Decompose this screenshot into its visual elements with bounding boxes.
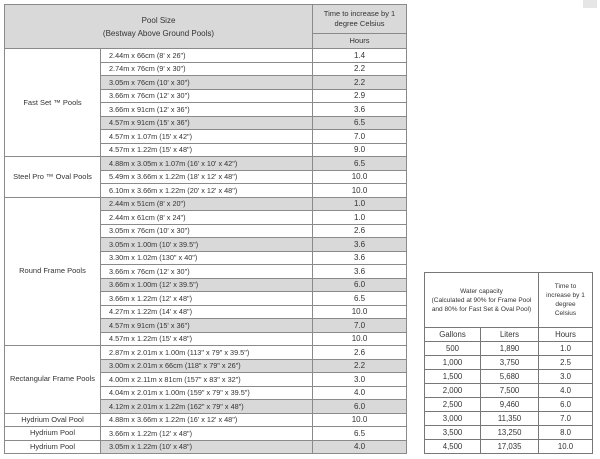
pool-size-cell: 2.44m x 66cm (8' x 26") — [101, 49, 313, 63]
table-row — [425, 370, 593, 384]
liters-header: Liters — [481, 328, 539, 342]
pool-size-header — [5, 5, 313, 49]
pool-size-cell: 3.66m x 1.00m (12' x 39.5") — [101, 278, 313, 292]
table-row — [5, 440, 407, 454]
water-capacity-title: Water capacity — [460, 287, 503, 295]
table-row — [425, 440, 593, 454]
water-capacity-note: (Calculated at 90% for Frame Pool and 80% for Fast Set & Oval Pool) — [431, 296, 532, 313]
pool-size-cell: 4.00m x 2.11m x 81cm (157" x 83" x 32") — [101, 373, 313, 387]
gallons-cell: 3,500 — [425, 426, 481, 440]
hours-cell: 1.0 — [313, 197, 407, 211]
liters-cell: 17,035 — [481, 440, 539, 454]
gallons-cell: 1,500 — [425, 370, 481, 384]
liters-cell: 3,750 — [481, 356, 539, 370]
pool-size-cell: 4.88m x 3.05m x 1.07m (16' x 10' x 42") — [101, 157, 313, 171]
hours-cell: 6.0 — [539, 398, 593, 412]
pool-rows — [5, 49, 407, 454]
pool-size-cell: 4.12m x 2.01m x 1.22m (162" x 79" x 48") — [101, 400, 313, 414]
water-capacity-header — [425, 273, 539, 328]
hours-header-small: Hours — [539, 328, 593, 342]
pool-size-cell: 3.66m x 91cm (12' x 36") — [101, 103, 313, 117]
pool-size-cell: 2.87m x 2.01m x 1.00m (113" x 79" x 39.5") — [101, 346, 313, 360]
hours-cell: 6.5 — [313, 427, 407, 441]
hours-cell: 4.0 — [539, 384, 593, 398]
pool-size-cell: 3.05m x 1.22m (10' x 48") — [101, 440, 313, 454]
hours-cell: 7.0 — [313, 130, 407, 144]
hours-cell: 7.0 — [539, 412, 593, 426]
pool-type-label: Hydrium Oval Pool — [5, 413, 101, 427]
pool-size-cell: 2.44m x 51cm (8' x 20") — [101, 197, 313, 211]
pool-size-cell: 3.66m x 1.22m (12' x 48") — [101, 292, 313, 306]
hours-cell: 7.0 — [313, 319, 407, 333]
hours-cell: 10.0 — [313, 305, 407, 319]
table-row — [425, 342, 593, 356]
hours-cell: 2.9 — [313, 89, 407, 103]
pool-size-cell: 4.57m x 91cm (15' x 36") — [101, 319, 313, 333]
pool-size-cell: 2.74m x 76cm (9' x 30") — [101, 62, 313, 76]
table-row — [5, 197, 407, 211]
hours-cell: 4.0 — [313, 440, 407, 454]
pool-size-cell: 3.05m x 1.00m (10' x 39.5") — [101, 238, 313, 252]
hours-cell: 6.5 — [313, 116, 407, 130]
pool-size-subtitle: (Bestway Above Ground Pools) — [102, 28, 215, 38]
pool-heating-table — [4, 4, 407, 454]
hours-cell: 3.6 — [313, 238, 407, 252]
liters-cell: 1,890 — [481, 342, 539, 356]
hours-cell: 3.6 — [313, 103, 407, 117]
liters-cell: 5,680 — [481, 370, 539, 384]
time-header-small: Time to increase by 1 degree Celsius — [539, 273, 593, 328]
hours-cell: 6.0 — [313, 400, 407, 414]
liters-cell: 7,500 — [481, 384, 539, 398]
pool-size-cell: 3.05m x 76cm (10' x 30") — [101, 224, 313, 238]
gallons-cell: 1,000 — [425, 356, 481, 370]
pool-size-cell: 4.57m x 1.22m (15' x 48") — [101, 332, 313, 346]
capacity-rows — [425, 342, 593, 454]
hours-header: Hours — [313, 33, 407, 48]
table-row — [425, 412, 593, 426]
pool-type-label: Hydrium Pool — [5, 427, 101, 441]
hours-cell: 10.0 — [313, 332, 407, 346]
hours-cell: 6.5 — [313, 292, 407, 306]
table-row — [5, 427, 407, 441]
table-row — [5, 346, 407, 360]
gallons-cell: 2,500 — [425, 398, 481, 412]
pool-size-title: Pool Size — [141, 15, 176, 25]
hours-cell: 6.0 — [313, 278, 407, 292]
pool-size-cell: 4.57m x 91cm (15' x 36") — [101, 116, 313, 130]
hours-cell: 2.2 — [313, 359, 407, 373]
pool-size-cell: 6.10m x 3.66m x 1.22m (20' x 12' x 48") — [101, 184, 313, 198]
hours-cell: 3.6 — [313, 251, 407, 265]
gallons-cell: 4,500 — [425, 440, 481, 454]
gallons-cell: 500 — [425, 342, 481, 356]
pool-size-cell: 3.05m x 76cm (10' x 30") — [101, 76, 313, 90]
pool-size-cell: 3.66m x 76cm (12' x 30") — [101, 89, 313, 103]
hours-cell: 3.0 — [539, 370, 593, 384]
pool-size-cell: 4.57m x 1.22m (15' x 48") — [101, 143, 313, 157]
table-row — [425, 426, 593, 440]
liters-cell: 11,350 — [481, 412, 539, 426]
hours-cell: 8.0 — [539, 426, 593, 440]
hours-cell: 10.0 — [313, 170, 407, 184]
pool-size-cell: 3.00m x 2.01m x 66cm (118" x 79" x 26") — [101, 359, 313, 373]
table-row — [425, 398, 593, 412]
table-row — [5, 413, 407, 427]
pool-type-label: Fast Set ™ Pools — [5, 49, 101, 157]
time-header: Time to increase by 1 degree Celsius — [313, 5, 407, 34]
pool-size-cell: 4.04m x 2.01m x 1.00m (159" x 79" x 39.5") — [101, 386, 313, 400]
hours-cell: 3.6 — [313, 265, 407, 279]
hours-cell: 1.4 — [313, 49, 407, 63]
pool-size-cell: 3.66m x 1.22m (12' x 48") — [101, 427, 313, 441]
liters-cell: 13,250 — [481, 426, 539, 440]
liters-cell: 9,460 — [481, 398, 539, 412]
pool-size-cell: 4.57m x 1.07m (15' x 42") — [101, 130, 313, 144]
corner-mark — [583, 0, 597, 8]
table-row — [5, 49, 407, 63]
hours-cell: 10.0 — [539, 440, 593, 454]
hours-cell: 9.0 — [313, 143, 407, 157]
hours-cell: 2.6 — [313, 346, 407, 360]
hours-cell: 10.0 — [313, 184, 407, 198]
pool-type-label: Round Frame Pools — [5, 197, 101, 346]
pool-size-cell: 3.30m x 1.02m (130" x 40") — [101, 251, 313, 265]
pool-size-cell: 5.49m x 3.66m x 1.22m (18' x 12' x 48") — [101, 170, 313, 184]
table-row — [5, 157, 407, 171]
gallons-cell: 3,000 — [425, 412, 481, 426]
table-row — [425, 384, 593, 398]
table-row — [425, 356, 593, 370]
hours-cell: 6.5 — [313, 157, 407, 171]
hours-cell: 1.0 — [539, 342, 593, 356]
pool-size-cell: 4.88m x 3.66m x 1.22m (16' x 12' x 48") — [101, 413, 313, 427]
hours-cell: 10.0 — [313, 413, 407, 427]
pool-type-label: Hydrium Pool — [5, 440, 101, 454]
hours-cell: 2.5 — [539, 356, 593, 370]
pool-size-cell: 4.27m x 1.22m (14' x 48") — [101, 305, 313, 319]
hours-cell: 2.6 — [313, 224, 407, 238]
hours-cell: 1.0 — [313, 211, 407, 225]
pool-size-cell: 3.66m x 76cm (12' x 30") — [101, 265, 313, 279]
pool-type-label: Steel Pro ™ Oval Pools — [5, 157, 101, 198]
pool-size-cell: 2.44m x 61cm (8' x 24") — [101, 211, 313, 225]
hours-cell: 2.2 — [313, 62, 407, 76]
hours-cell: 3.0 — [313, 373, 407, 387]
gallons-header: Gallons — [425, 328, 481, 342]
hours-cell: 2.2 — [313, 76, 407, 90]
gallons-cell: 2,000 — [425, 384, 481, 398]
pool-type-label: Rectangular Frame Pools — [5, 346, 101, 414]
hours-cell: 4.0 — [313, 386, 407, 400]
water-capacity-table — [424, 272, 593, 454]
